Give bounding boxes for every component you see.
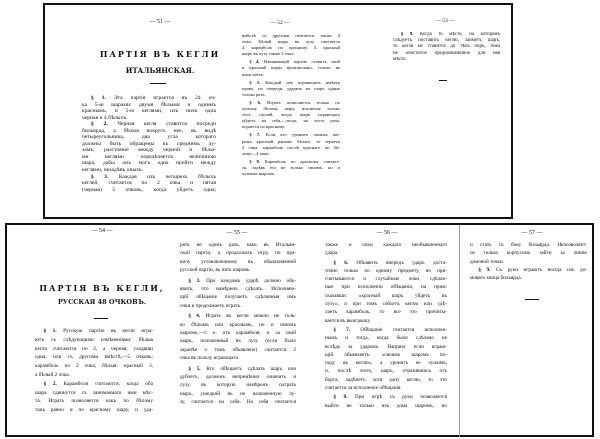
text-line	[325, 326, 447, 334]
text-line	[82, 187, 216, 194]
line-text: Съ руки играютъ всегда изъ до-	[495, 266, 587, 273]
text-line	[180, 266, 296, 274]
paragraph	[180, 277, 296, 310]
section-number: § 2.	[43, 380, 64, 387]
section-number: § 5.	[188, 365, 207, 372]
line-text: Русскую партію въ кегли игра-	[63, 328, 153, 334]
text-line	[393, 57, 500, 63]
chapter-subtitle: ИТАЛЬЯНСКАЯ.	[125, 66, 195, 75]
section-number: § 3.	[90, 173, 119, 180]
line-text: а бѣлый 2 очка.	[35, 371, 70, 378]
text-line	[242, 151, 340, 157]
line-text: играется по красному.	[242, 124, 286, 130]
line-text: краснымъ, и 5-ю кеглями, изъ нихъ одна	[82, 108, 216, 115]
text-line	[180, 346, 296, 354]
line-text: бильярда, а бѣлыя вокругъ нее, въ видѣ	[82, 127, 216, 134]
text-line	[180, 390, 296, 398]
text-line	[325, 275, 447, 283]
line-text: та. Играть позволяется какъ по бѣлому	[35, 398, 153, 405]
line-text: вслѣдъ за ударомъ. Наприм: если играю-	[325, 343, 447, 350]
line-text: заранѣе о томъ объявлено) считается 2	[180, 346, 296, 353]
text-line	[35, 380, 153, 389]
section-number: § 1.	[90, 95, 114, 101]
paragraph	[242, 159, 340, 177]
page-number: — 55 —	[226, 230, 248, 236]
text-line	[180, 258, 296, 266]
text-line	[325, 283, 447, 291]
line-text: лаетъ карамболь, то все это причиты-	[325, 309, 447, 316]
line-text: кеглей, считается по 2 очка и пятая	[82, 180, 216, 187]
text-line	[325, 241, 447, 249]
text-line	[180, 249, 296, 257]
text-line	[325, 402, 447, 410]
line-text: рять не одинъ разъ, какъ въ Итальян-	[180, 242, 296, 248]
line-text: Каждый изъ играющихъ имѣетъ	[265, 79, 340, 85]
line-text: Кто обѣщаетъ сдѣлать шаръ или	[206, 365, 296, 372]
chapter-subtitle: РУССКАЯ 48 ОЧКОВЪ.	[57, 298, 147, 306]
paragraph	[242, 59, 340, 77]
line-text: При каждомъ ударѣ должно объ-	[206, 277, 296, 284]
page-number: — 54 —	[91, 228, 113, 234]
line-text: кеглями, незадѣвъ оныхъ.	[82, 167, 144, 174]
line-text: лому—4 очка.	[242, 150, 270, 156]
line-text: шаръ въ лузу также 2 очка.	[242, 51, 295, 57]
line-text: замъ; разстояніе между черной и бѣлы-	[82, 147, 216, 154]
text-line	[35, 389, 153, 398]
line-text: то кегля не ставится до тѣхъ поръ, пока	[393, 44, 500, 50]
line-text: Играть позволяется только по	[267, 99, 340, 105]
paragraph	[180, 365, 296, 406]
line-text: 2, карамболь по красному 3, красный	[242, 45, 340, 51]
line-text: ко бѣлымъ или краснымъ, но и своимъ	[180, 321, 296, 328]
line-text: зу, считается на себя. На себя считается	[180, 398, 296, 405]
text-line	[242, 171, 340, 177]
line-text: Когда то мѣсто, на которомъ	[419, 32, 500, 37]
text-line	[180, 321, 296, 329]
section-number: § 7.	[249, 132, 266, 138]
text-line	[180, 398, 296, 406]
text-line	[180, 312, 296, 320]
text-line	[325, 367, 447, 375]
section-number: § 9.	[478, 266, 496, 273]
text-line	[325, 334, 447, 342]
top-book-spread	[43, 3, 513, 219]
line-text: ютъ съ слѣдующими измѣненіями: бѣлыя	[35, 336, 153, 343]
text-line	[325, 376, 447, 384]
text-line	[470, 258, 587, 266]
paragraph	[82, 121, 216, 173]
line-text: удара.	[325, 250, 339, 257]
line-text: дублетъ, долженъ непремѣнно означить и	[180, 373, 296, 380]
section-number: § 4.	[249, 59, 264, 65]
section-number: § 5.	[249, 79, 266, 85]
line-text: тотъ случай, когда шаръ играющаго	[242, 112, 340, 118]
line-text: щій обѣщаніе получаетъ сдѣланныя имъ	[180, 294, 296, 301]
line-text: выйти не только изъ дома шаромъ, но	[325, 402, 447, 409]
line-text: Эта партія играется въ 24 оч-	[113, 95, 216, 101]
line-text: 2 очка; карамболь послѣ краснаго по бѣ-	[242, 144, 340, 150]
paragraph	[242, 132, 340, 156]
section-number: § 7.	[333, 326, 361, 333]
line-text: ка 5-ю шарами: двумя бѣлыми и однимъ	[82, 101, 216, 108]
chapter-title: ПАРТІЯ ВЪ КЕГЛИ	[99, 49, 221, 59]
line-text: только разъ.	[242, 91, 266, 97]
line-text: ской партіи, а продолжать игру, по пра-	[180, 250, 296, 257]
text-line	[242, 92, 340, 98]
line-text: очка въ пользу играющаго.	[180, 354, 240, 361]
page-text	[470, 241, 587, 282]
line-text: мѣсто.	[393, 56, 407, 62]
paragraph	[180, 312, 296, 362]
title-rule	[94, 318, 108, 319]
paragraph	[393, 32, 500, 63]
text-line	[180, 285, 296, 293]
text-line	[325, 308, 447, 316]
line-text: право, по очереди, ударить въ шаръ одинъ	[242, 85, 340, 91]
text-line	[35, 345, 153, 354]
line-text: очки и продолжаетъ играть.	[180, 302, 242, 309]
text-line	[325, 359, 447, 367]
text-line	[393, 51, 500, 57]
text-line	[180, 381, 296, 389]
line-text: слѣдуетъ поставить кеглю, займетъ шаръ,	[393, 38, 500, 44]
page-text	[242, 33, 340, 177]
page-text	[325, 241, 447, 410]
text-line	[35, 406, 153, 415]
page-divider	[459, 225, 460, 437]
chapter-title: ПАРТІЯ ВЪ КЕГЛИ,	[39, 283, 165, 293]
text-line	[180, 354, 296, 362]
paragraph	[35, 380, 153, 415]
text-line	[180, 337, 296, 345]
line-text: домовой точки.	[470, 258, 504, 265]
paragraph	[242, 100, 340, 130]
line-text: считываются и случайные очки, сдѣлан-	[325, 276, 447, 283]
text-line	[242, 124, 340, 130]
bottom-book-spread	[5, 223, 594, 437]
text-line	[180, 241, 296, 249]
line-text: такъ равно и по красному шару, и уда-	[35, 407, 153, 414]
line-text: вается въ выигрышу.	[325, 317, 371, 324]
line-text: нихъ кіёчъ.	[242, 71, 264, 77]
line-text: (черная) 5 очковъ, когда уйдетъ одна;	[82, 186, 216, 193]
text-line	[35, 353, 153, 362]
line-text: Каждая изъ четырехъ бѣлыхъ	[118, 173, 216, 180]
line-text: и стать съ боку бильярда. Непозволяет-	[470, 242, 587, 248]
line-text: При игрѣ съ руки позволяется	[355, 394, 447, 401]
text-line	[470, 274, 587, 282]
page-number: — 53 —	[435, 18, 455, 24]
line-text: русской партіи, въ пять шаровъ.	[180, 266, 251, 273]
section-number: § 6.	[249, 99, 268, 105]
page-number: — 51 —	[149, 19, 171, 25]
line-text: Объявить впередъ ударъ доста-	[356, 259, 447, 266]
text-line	[180, 365, 296, 373]
paragraph	[180, 241, 296, 274]
text-line	[180, 293, 296, 301]
line-text: щій объявляетъ: «своимъ шаромъ по-	[325, 351, 447, 358]
line-text: моваго конца бильярда.	[470, 275, 522, 282]
paragraph	[325, 393, 447, 410]
paragraph	[242, 33, 340, 57]
line-text: Если кто уронитъ своимъ ша-	[265, 132, 340, 138]
line-text: четыреугольника, два угла котораго	[82, 134, 216, 141]
line-text: Черная кегля ставится посреди	[117, 121, 216, 128]
line-text: Начинающій партію ставитъ свой	[264, 59, 340, 65]
text-line	[325, 300, 447, 308]
line-text: Обѣщаніе считается исполнен-	[360, 326, 447, 333]
section-number: § 8.	[249, 158, 265, 164]
line-text: лузу, въ которую намѣренъ сыграть	[180, 382, 296, 389]
text-line	[242, 51, 340, 57]
page-number: — 56 —	[376, 230, 398, 236]
title-rule	[150, 83, 166, 84]
text-line	[180, 277, 296, 285]
text-line	[325, 292, 447, 300]
line-text: чужому бѣлому шару, исключая только	[242, 106, 340, 112]
line-text: считается за исполненіе обѣщанія.	[325, 385, 402, 392]
paragraph	[82, 95, 216, 121]
end-rule	[525, 299, 539, 300]
line-text: уйдетъ на себя,—тогда, на этотъ разъ,	[242, 118, 340, 124]
text-line	[325, 384, 447, 392]
text-line	[242, 72, 340, 78]
page-text	[82, 95, 216, 193]
line-text: не очистится предназначенное для нея	[393, 50, 500, 56]
line-text: Карамболи считаются, когда оба	[63, 380, 153, 387]
line-text: одна, или съ другими вмѣстѣ,—5 очковъ;	[35, 354, 153, 361]
text-line	[325, 267, 447, 275]
line-text: шара, дабы онъ могъ одна пройти между	[82, 160, 216, 167]
line-text: Карамболь по красному считает-	[264, 158, 340, 164]
text-line	[35, 336, 153, 345]
line-text: ромъ красный раньше бѣлаго, то теряетъ	[242, 138, 340, 144]
line-text: ся, задѣвъ его не только своимъ, но и	[242, 164, 340, 170]
text-line	[180, 373, 296, 381]
section-number: § 2.	[90, 121, 118, 128]
line-text: ся только корпусомъ зайти за линію	[470, 250, 587, 257]
text-line	[35, 362, 153, 371]
line-text: борта, задѣнетъ хотя одну кеглю, то это	[325, 376, 447, 383]
line-text: должны быть обращены къ среднимъ лу-	[82, 140, 216, 147]
paragraph	[325, 241, 447, 258]
text-line	[35, 371, 153, 380]
line-text: лузу», и при томъ собьетъ кеглю или сдѣ-	[325, 301, 447, 308]
line-text: ные при исполненіи обѣщанія, на прим:	[325, 284, 447, 291]
section-number: § 4.	[188, 313, 206, 320]
section-number: § 6.	[333, 259, 357, 266]
text-line	[325, 393, 447, 401]
line-text: шара сдвинутся съ занимаемаго ими мѣс-	[35, 389, 153, 396]
text-line	[470, 241, 587, 249]
line-text: также и очки каждаго необъявленнаго	[325, 242, 447, 248]
paragraph	[35, 327, 153, 380]
line-text: ми кеглями опредѣляется величиною	[82, 153, 216, 160]
section-number: § 1.	[43, 328, 64, 334]
text-line	[470, 266, 587, 274]
section-number: § 9.	[400, 32, 420, 37]
line-text: вмѣстѣ съ другими считается также 2	[242, 33, 340, 38]
text-line	[35, 397, 153, 406]
line-text: шаромъ,—т. е. отъ карамболя; и за свой	[180, 329, 296, 336]
line-text: чужимъ шаромъ.	[242, 170, 276, 176]
section-number: § 8.	[333, 394, 356, 401]
line-text: Играть въ кегли можно не толь-	[205, 313, 296, 320]
line-text: черная и 4 бѣлыхъ.	[82, 114, 128, 121]
text-line	[470, 249, 587, 257]
line-text: вилу установленному въ обыкновенной	[180, 258, 296, 265]
text-line	[325, 343, 447, 351]
line-text: шаръ, положенный въ лузу (если было	[180, 338, 296, 345]
paragraph	[470, 241, 587, 266]
line-text: и красный шары произвольно, только въ	[242, 65, 340, 71]
section-number: § 3.	[188, 277, 207, 284]
paragraph	[242, 80, 340, 98]
end-rule	[439, 80, 447, 81]
line-text: сказавши: «красный шаръ уйдетъ въ	[325, 292, 447, 299]
page-number: — 52 —	[270, 20, 290, 26]
text-line	[35, 327, 153, 336]
line-text: карамболь по 2 очка; бѣлыя: красный 3,	[35, 363, 153, 370]
line-text: и, послѣ этого, шаръ, отразившись отъ	[325, 368, 447, 375]
text-line	[325, 351, 447, 359]
page-number: — 57 —	[521, 230, 543, 236]
paragraph	[470, 266, 587, 283]
text-line	[180, 302, 296, 310]
line-text: точно только по одному предмету, но при-	[325, 267, 447, 274]
text-line	[325, 249, 447, 257]
page-text	[35, 327, 153, 415]
text-line	[325, 259, 447, 267]
page-text	[180, 241, 296, 406]
text-line	[180, 329, 296, 337]
line-text: явить, что намѣренъ сдѣлать. Исполняю-	[180, 285, 296, 292]
paragraph	[82, 174, 216, 194]
paragraph	[325, 259, 447, 325]
page-text	[393, 32, 500, 63]
line-text: паду въ кеглю», а уронитъ ее чужимъ,	[325, 360, 447, 367]
text-line	[325, 317, 447, 325]
line-text: кегли считаются по 2, а черная, уходящи	[35, 345, 153, 352]
line-text: нымъ и тогда, когда было сдѣлано не	[325, 335, 447, 342]
line-text: очка. Бѣлый шаръ въ лузу считается	[242, 39, 340, 45]
line-text: шаръ, ушедшій въ не назначенную лу-	[180, 390, 296, 397]
paragraph	[325, 326, 447, 392]
